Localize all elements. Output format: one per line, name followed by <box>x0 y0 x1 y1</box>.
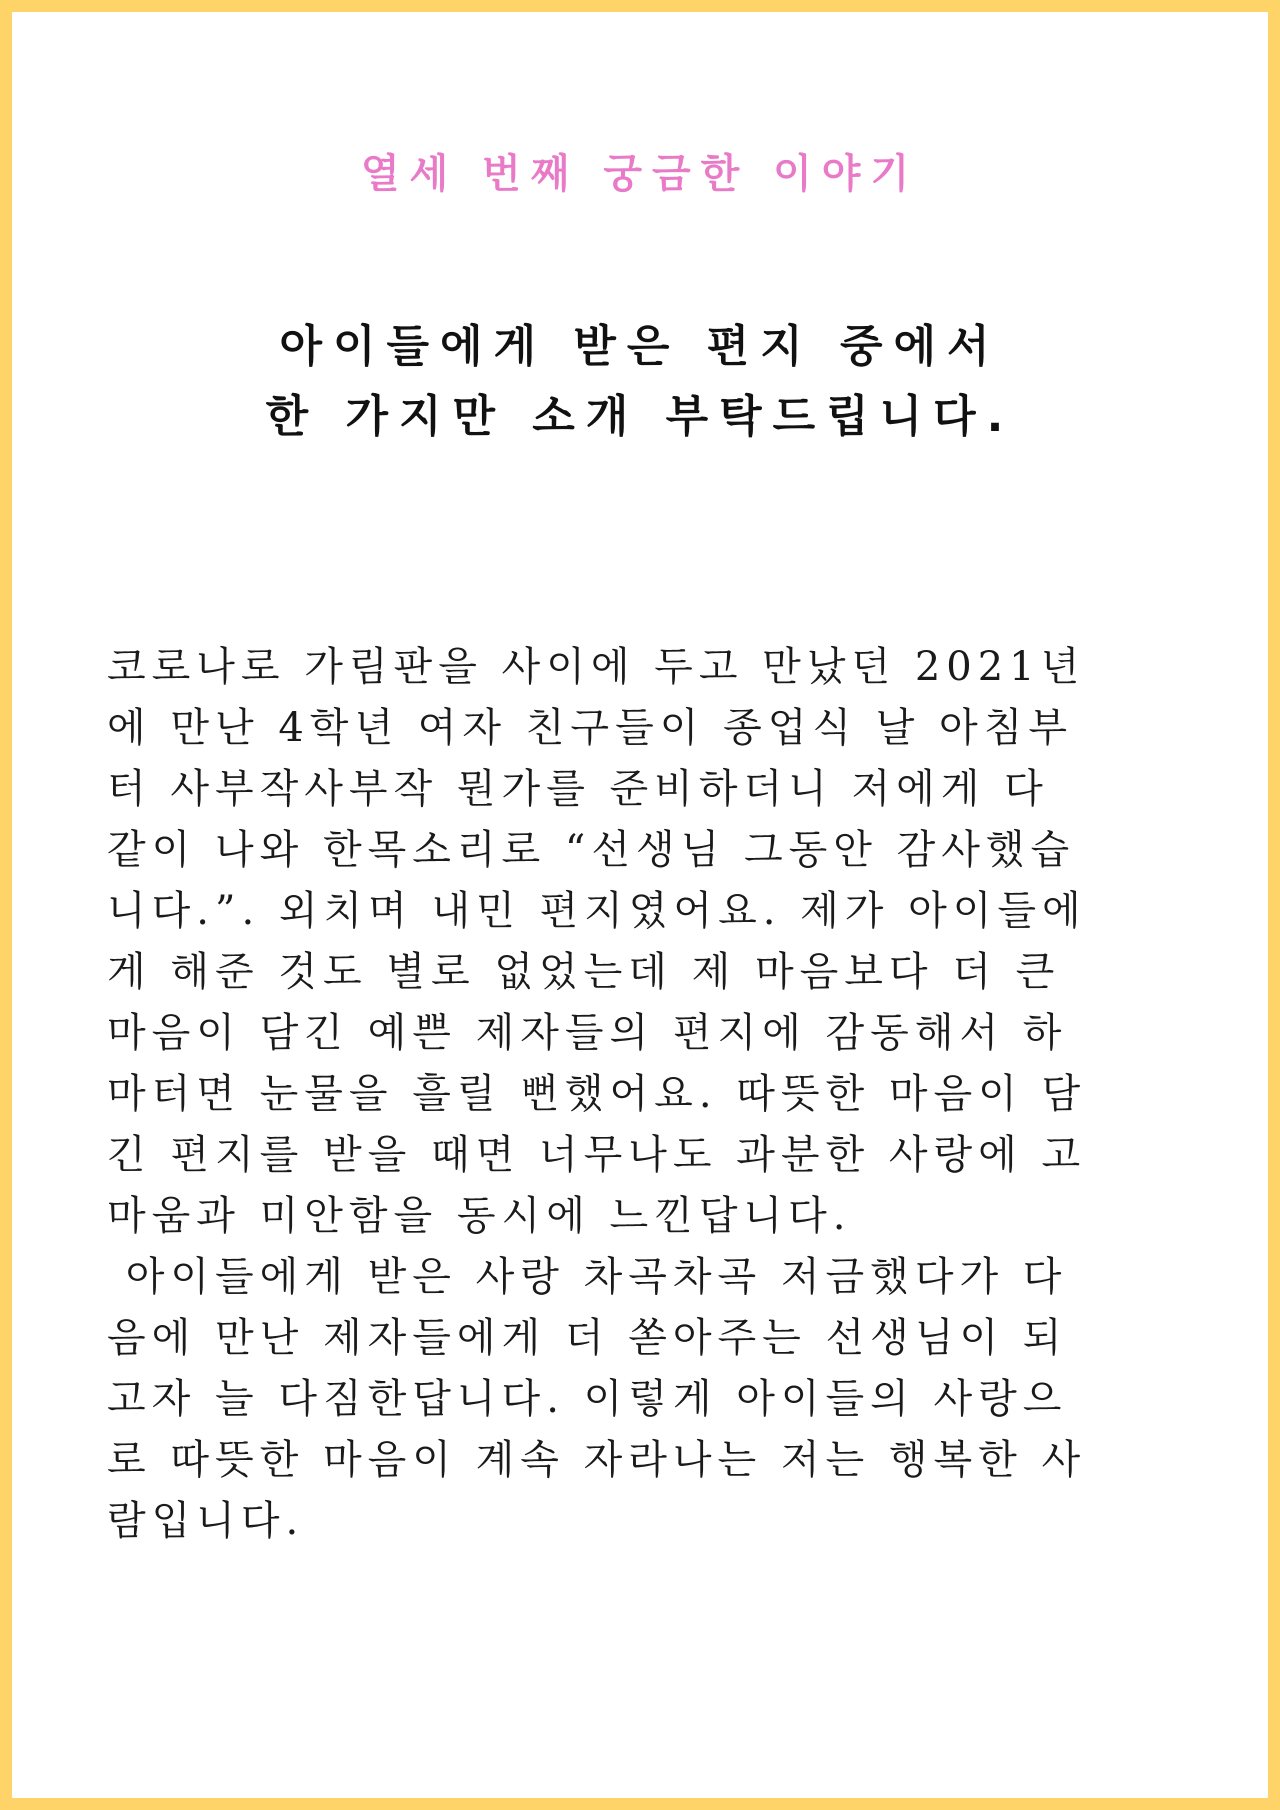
body-line: 음에 만난 제자들에게 더 쏟아주는 선생님이 되 <box>107 1315 1068 1361</box>
body-line: 터 사부작사부작 뭔가를 준비하더니 저에게 다 <box>107 766 1049 812</box>
body-line: 긴 편지를 받을 때면 너무나도 과분한 사랑에 고 <box>107 1132 1087 1178</box>
body-line: 코로나로 가림판을 사이에 두고 만났던 2021년 <box>107 644 1086 690</box>
body-line: 마터면 눈물을 흘릴 뻔했어요. 따뜻한 마음이 담 <box>107 1071 1087 1117</box>
body-line: 로 따뜻한 마음이 계속 자라나는 저는 행복한 사 <box>107 1437 1087 1483</box>
answer-body <box>107 637 1187 1552</box>
body-line: 게 해준 것도 별로 없었는데 제 마음보다 더 큰 <box>107 949 1061 995</box>
body-line: 마움과 미안함을 동시에 느낀답니다. <box>107 1193 852 1239</box>
body-line: 마음이 담긴 예쁜 제자들의 편지에 감동해서 하 <box>107 1010 1068 1056</box>
question-heading <box>12 312 1268 452</box>
question-line-2: 한 가지만 소개 부탁드립니다. <box>265 391 1015 442</box>
body-line: 람입니다. <box>107 1498 305 1544</box>
body-line: 에 만난 4학년 여자 친구들이 종업식 날 아침부 <box>107 705 1073 751</box>
body-line: 니다.”. 외치며 내민 편지였어요. 제가 아이들에 <box>107 888 1087 934</box>
page-subtitle: 열세 번째 궁금한 이야기 <box>360 151 920 197</box>
body-line: 아이들에게 받은 사랑 차곡차곡 저금했다가 다 <box>107 1254 1068 1300</box>
body-line: 고자 늘 다짐한답니다. 이렇게 아이들의 사랑으 <box>107 1376 1068 1422</box>
body-line: 같이 나와 한목소리로 “선생님 그동안 감사했습 <box>107 827 1076 873</box>
question-line-1: 아이들에게 받은 편지 중에서 <box>279 321 1001 372</box>
